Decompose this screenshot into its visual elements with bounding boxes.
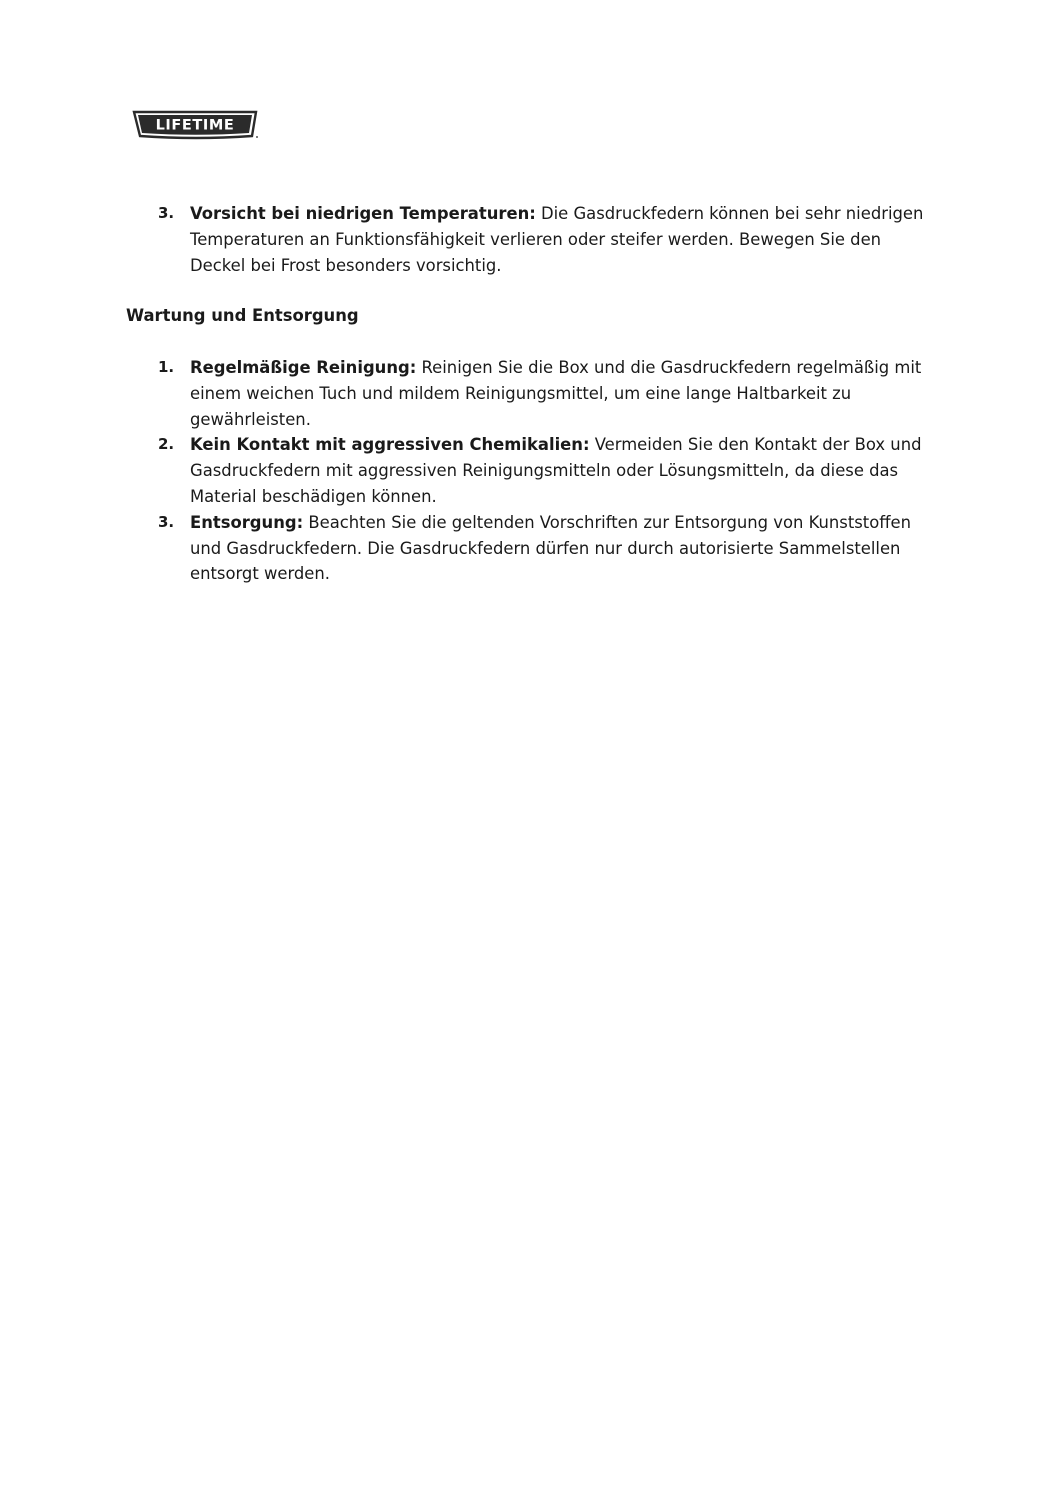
list-item-title: Kein Kontakt mit aggressiven Chemikalien: [190,435,590,455]
list-item-number: 2. [158,435,175,454]
list-item [126,432,936,509]
section-heading: Wartung und Entsorgung [126,306,359,325]
list-item [126,201,936,278]
list-item-text: Reinigen Sie die Box und die Gasdruckfedern regelmäßig mit einem weichen Tuch und mildem Reinigungsmittel, um eine lange Haltbarkeit zu gewährleisten. [190,358,922,429]
maintenance-list [126,355,936,587]
list-item-number: 1. [158,358,175,376]
list-item [126,510,936,587]
list-item-title: Regelmäßige Reinigung: [190,358,417,377]
list-item [126,355,936,432]
logo-text: LIFETIME [155,117,235,134]
lifetime-logo-graphic [132,109,260,141]
list-item-text: Beachten Sie die geltenden Vorschriften zur Entsorgung von Kunststoffen und Gasdruckfedern. Die Gasdruckfedern dürfen nur durch autorisierte Sammelstellen entsorgt werden. [190,512,912,584]
lifetime-logo [132,109,260,141]
list-item-title: Entsorgung: [190,512,304,532]
list-item-number: 3. [158,512,175,531]
list-item-title: Vorsicht bei niedrigen Temperaturen: [190,204,536,223]
list-item-text: Vermeiden Sie den Kontakt der Box und Gasdruckfedern mit aggressiven Reinigungsmitteln oder Lösungsmitteln, da diese das Material beschädigen können. [190,435,922,506]
precautions-list [126,201,936,278]
list-item-text: Die Gasdruckfedern können bei sehr niedrigen Temperaturen an Funktionsfähigkeit verlieren oder steifer werden. Bewegen Sie den Deckel bei Frost besonders vorsichtig. [190,204,924,275]
list-item-number: 3. [158,204,175,222]
